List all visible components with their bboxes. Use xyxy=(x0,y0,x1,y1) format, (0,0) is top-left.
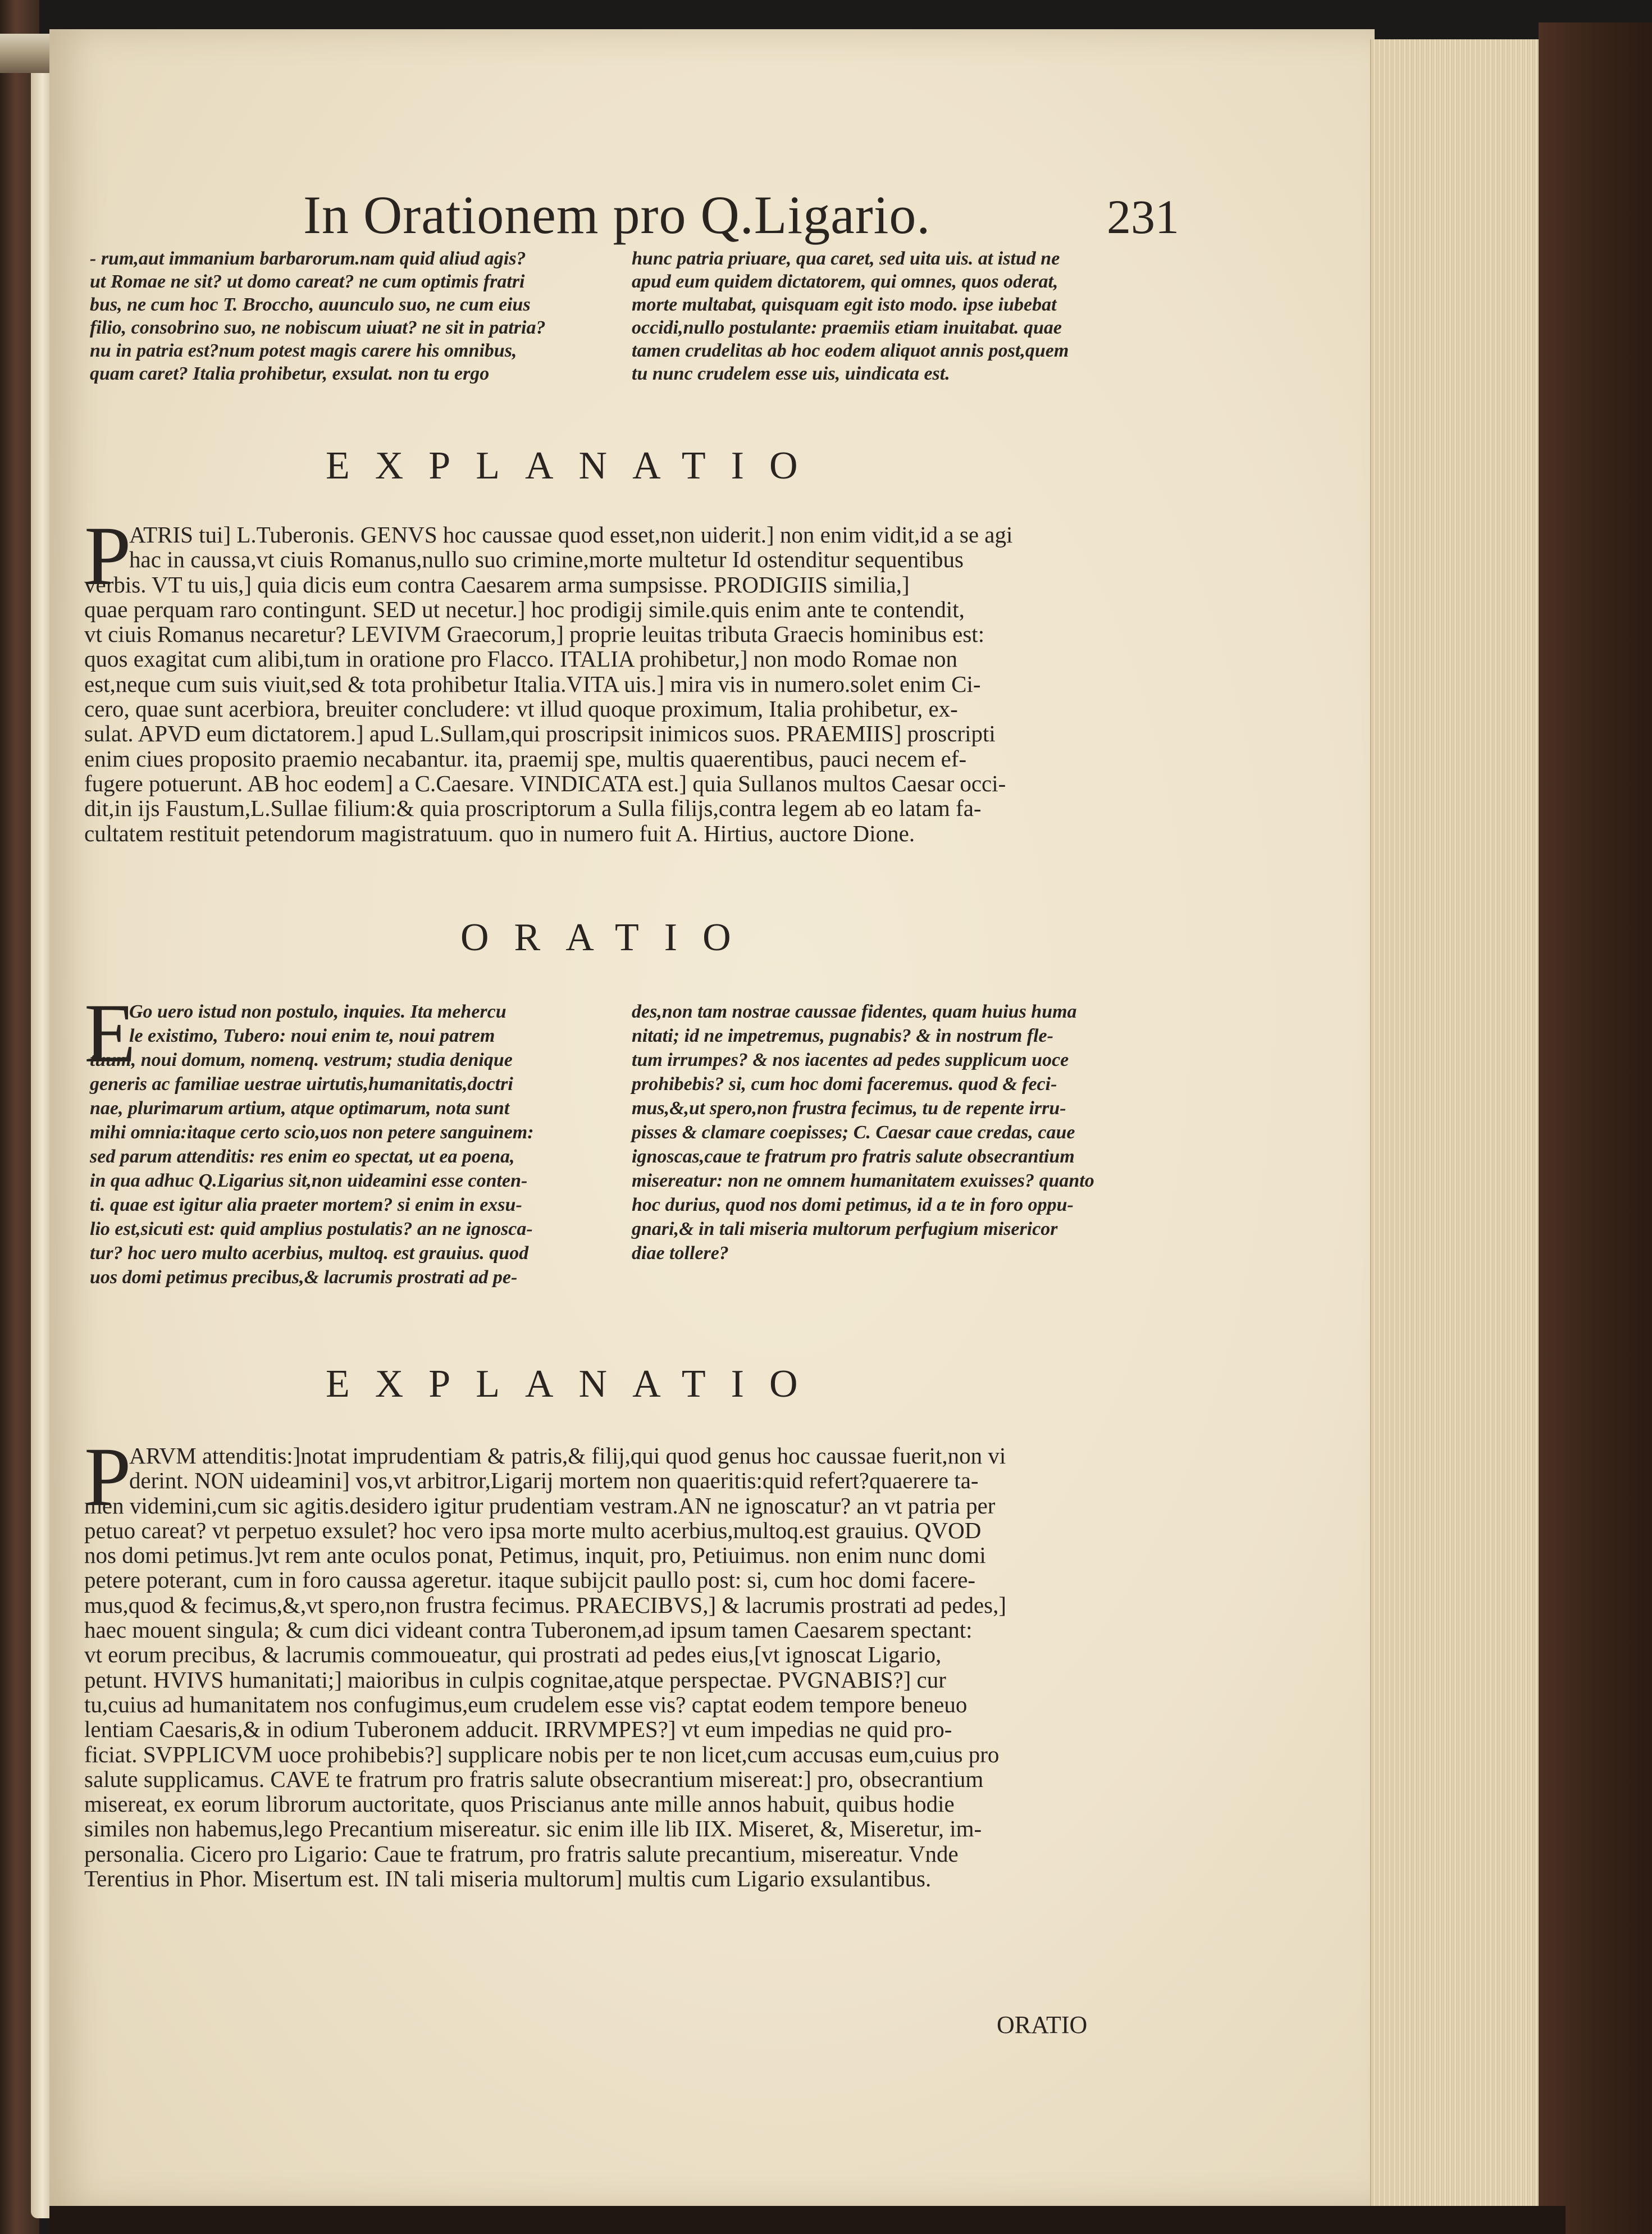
text-line: cero, quae sunt acerbiora, breuiter concludere: vt illud quoque proximum, Italia prohibetur, ex- xyxy=(84,696,958,722)
text-line: hunc patria priuare, qua caret, sed uita uis. at istud ne xyxy=(632,248,1060,269)
text-line: tum irrumpes? & nos iacentes ad pedes supplicum uoce xyxy=(632,1050,1069,1070)
text-line: Terentius in Phor. Misertum est. IN tali miseria multorum] multis cum Ligario exsulantibus. xyxy=(84,1866,932,1892)
top-right-column xyxy=(632,247,1157,385)
text-line: lio est,sicuti est: quid amplius postulatis? an ne ignosca- xyxy=(90,1219,533,1239)
explanatio-paragraph-2-lead xyxy=(129,1443,1157,1493)
text-line: haec mouent singula; & cum dici videant contra Tuberonem,ad ipsum tamen Caesarem spectant: xyxy=(84,1617,973,1643)
text-line: quae perquam raro contingunt. SED ut necetur.] hoc prodigij simile.quis enim ante te contendit, xyxy=(84,596,965,622)
text-line: lentiam Caesaris,& in odium Tuberonem adducit. IRRVMPES?] vt eum impedias ne quid pro- xyxy=(84,1716,952,1743)
text-line: hac in caussa,vt ciuis Romanus,nullo suo crimine,morte multetur Id ostenditur sequentibus xyxy=(129,546,964,573)
running-header: In Orationem pro Q.Ligario. xyxy=(303,185,931,245)
text-line: est,neque cum suis viuit,sed & tota prohibetur Italia.VITA uis.] mira vis in numero.solet enim Ci- xyxy=(84,671,981,697)
text-line: sed parum attenditis: res enim eo spectat, ut ea poena, xyxy=(90,1146,515,1167)
text-line: occidi,nullo postulante: praemiis etiam inuitabat. quae xyxy=(632,317,1062,338)
text-line: bus, ne cum hoc T. Broccho, auunculo suo, ne cum eius xyxy=(90,294,531,315)
text-line: salute supplicamus. CAVE te fratrum pro fratris salute obsecrantium misereat:] pro, obsecrantium xyxy=(84,1766,984,1792)
explanatio-paragraph-2 xyxy=(84,1493,1157,1891)
left-page-edge xyxy=(31,39,50,2218)
text-line: le existimo, Tubero: noui enim te, noui patrem xyxy=(129,1025,495,1046)
text-line: verbis. VT tu uis,] quia dicis eum contra Caesarem arma sumpsisse. PRODIGIIS similia,] xyxy=(84,571,910,598)
text-line: filio, consobrino suo, ne nobiscum uiuat? ne sit in patria? xyxy=(90,317,546,338)
text-line: in qua adhuc Q.Ligarius sit,non uideamini esse conten- xyxy=(90,1170,528,1191)
text-line: ARVM attenditis:]notat imprudentiam & patris,& filij,qui quod genus hoc caussae fuerit,non vi xyxy=(129,1443,1006,1469)
right-cover-leather xyxy=(1539,22,1652,2234)
section-heading-oratio: ORATIO xyxy=(460,916,756,959)
text-line: pisses & clamare coepisses; C. Caesar caue credas, caue xyxy=(632,1122,1075,1143)
text-line: personalia. Cicero pro Ligario: Caue te fratrum, pro fratris salute precantium, misereatur. Vnde xyxy=(84,1840,959,1867)
text-line: sulat. APVD eum dictatorem.] apud L.Sullam,qui proscripsit inimicos suos. PRAEMIIS] proscripti xyxy=(84,721,996,747)
text-line: vt ciuis Romanus necaretur? LEVIVM Graecorum,] proprie leuitas tributa Graecis hominibus est: xyxy=(84,621,985,648)
text-line: tu nunc crudelem esse uis, uindicata est. xyxy=(632,363,950,384)
text-line: tamen crudelitas ab hoc eodem aliquot annis post,quem xyxy=(632,340,1069,361)
text-line: Go uero istud non postulo, inquies. Ita mehercu xyxy=(129,1001,506,1022)
drop-cap: E xyxy=(84,987,136,1080)
page-fore-edge xyxy=(1370,39,1540,2213)
text-line: ignoscas,caue te fratrum pro fratris salute obsecrantium xyxy=(632,1146,1075,1167)
text-line: generis ac familiae uestrae uirtutis,humanitatis,doctri xyxy=(90,1074,513,1095)
text-line: apud eum quidem dictatorem, qui omnes, quos oderat, xyxy=(632,271,1058,292)
top-left-column xyxy=(90,247,615,385)
text-line: nos domi petimus.]vt rem ante oculos ponat, Petimus, inquit, pro, Petiuimus. non enim nunc domi xyxy=(84,1542,986,1569)
text-line: quos exagitat cum alibi,tum in oratione pro Flacco. ITALIA prohibetur,] non modo Romae non xyxy=(84,646,958,672)
drop-cap: P xyxy=(84,509,131,603)
text-line: cultatem restituit petendorum magistratuum. quo in numero fuit A. Hirtius, auctore Dione. xyxy=(84,820,915,846)
text-line: ti. quae est igitur alia praeter mortem? si enim in exsu- xyxy=(90,1194,522,1215)
text-line: ut Romae ne sit? ut domo careat? ne cum optimis fratri xyxy=(90,271,525,292)
text-line: dit,in ijs Faustum,L.Sullae filium:& quia proscriptorum a Sulla filijs,contra legem ab eo latam fa- xyxy=(84,795,982,822)
text-line: vt eorum precibus, & lacrumis commoueatur, qui prostrati ad pedes eius,[vt ignoscat Ligario, xyxy=(84,1642,942,1668)
section-heading-explanatio: EXPLANATIO xyxy=(326,444,823,487)
section-heading-explanatio: EXPLANATIO xyxy=(326,1362,823,1406)
text-line: prohibebis? si, cum hoc domi faceremus. quod & feci- xyxy=(632,1074,1057,1095)
text-line: fugere potuerunt. AB hoc eodem] a C.Caesare. VINDICATA est.] quia Sullanos multos Caesar occi- xyxy=(84,770,1006,796)
text-line: ATRIS tui] L.Tuberonis. GENVS hoc caussae quod esset,non uiderit.] non enim vidit,id a se agi xyxy=(129,522,1013,548)
text-line: petuo careat? vt perpetuo exsulet? hoc vero ipsa morte multo acerbius,multoq.est grauius. QVOD xyxy=(84,1517,982,1543)
text-line: nae, plurimarum artium, atque optimarum, nota sunt xyxy=(90,1098,510,1119)
text-line: petere poterant, cum in foro caussa ageretur. itaque subijcit paullo post: si, cum hoc domi facere- xyxy=(84,1567,976,1593)
drop-cap: P xyxy=(84,1430,131,1524)
text-line: diae tollere? xyxy=(632,1243,729,1264)
oratio-left-column-lead xyxy=(129,1000,612,1048)
catchword: ORATIO xyxy=(997,2011,1088,2039)
explanatio-paragraph-1-lead xyxy=(129,522,1157,572)
text-line: morte multabat, quisquam egit isto modo. ipse iubebat xyxy=(632,294,1057,315)
text-line: quam caret? Italia prohibetur, exsulat. non tu ergo xyxy=(90,363,490,384)
oratio-left-column xyxy=(90,1048,615,1289)
text-line: tur? hoc uero multo acerbius, multoq. est grauius. quod xyxy=(90,1243,529,1264)
text-line: men videmini,cum sic agitis.desidero igitur prudentiam vestram.AN ne ignoscatur? an vt patria per xyxy=(84,1492,996,1519)
text-line: mus,quod & fecimus,&,vt spero,non frustra fecimus. PRAECIBVS,] & lacrumis prostrati ad pedes,] xyxy=(84,1592,1007,1618)
text-line: ficiat. SVPPLICVM uoce prohibebis?] supplicare nobis per te non licet,cum accusas eum,cuius pro xyxy=(84,1741,1000,1767)
oratio-right-column xyxy=(632,1000,1157,1265)
text-line: nitati; id ne impetremus, pugnabis? & in nostrum fle- xyxy=(632,1025,1053,1046)
text-line: mihi omnia:itaque certo scio,uos non petere sanguinem: xyxy=(90,1122,534,1143)
text-line: hoc durius, quod nos domi petimus, id a te in foro oppu- xyxy=(632,1194,1074,1215)
text-line: - rum,aut immanium barbarorum.nam quid aliud agis? xyxy=(90,248,526,269)
text-line: uos domi petimus precibus,& lacrumis prostrati ad pe- xyxy=(90,1267,518,1288)
text-line: tuum, noui domum, nomenq. vestrum; studia denique xyxy=(90,1050,513,1070)
cover-bottom xyxy=(49,2206,1566,2234)
text-line: tu,cuius ad humanitatem nos confugimus,eum crudelem esse vis? captat eodem tempore beneuo xyxy=(84,1691,968,1717)
text-line: petunt. HVIVS humanitati;] maioribus in culpis cognitae,atque perspectae. PVGNABIS?] cur xyxy=(84,1666,946,1693)
explanatio-paragraph-1 xyxy=(84,572,1157,846)
text-line: nu in patria est?num potest magis carere his omnibus, xyxy=(90,340,517,361)
text-line: similes non habemus,lego Precantium misereatur. sic enim ille lib IIX. Miseret, &, Miseretur, im- xyxy=(84,1816,982,1842)
text-line: gnari,& in tali miseria multorum perfugium misericor xyxy=(632,1219,1058,1239)
text-line: mus,&,ut spero,non frustra fecimus, tu de repente irru- xyxy=(632,1098,1066,1119)
text-line: enim ciues proposito praemio necabantur. ita, praemij spe, multis quaerentibus, pauci necem ef- xyxy=(84,745,967,772)
page-number: 231 xyxy=(1107,190,1179,244)
text-line: des,non tam nostrae caussae fidentes, quam huius huma xyxy=(632,1001,1077,1022)
text-line: misereatur: non ne omnem humanitatem exuisses? quanto xyxy=(632,1170,1094,1191)
text-line: derint. NON uideamini] vos,vt arbitror,Ligarij mortem non quaeritis:quid refert?quaerere ta- xyxy=(129,1467,979,1494)
text-line: misereat, ex eorum librorum auctoritate, quos Priscianus ante mille annos habuit, quibus hodie xyxy=(84,1791,955,1817)
